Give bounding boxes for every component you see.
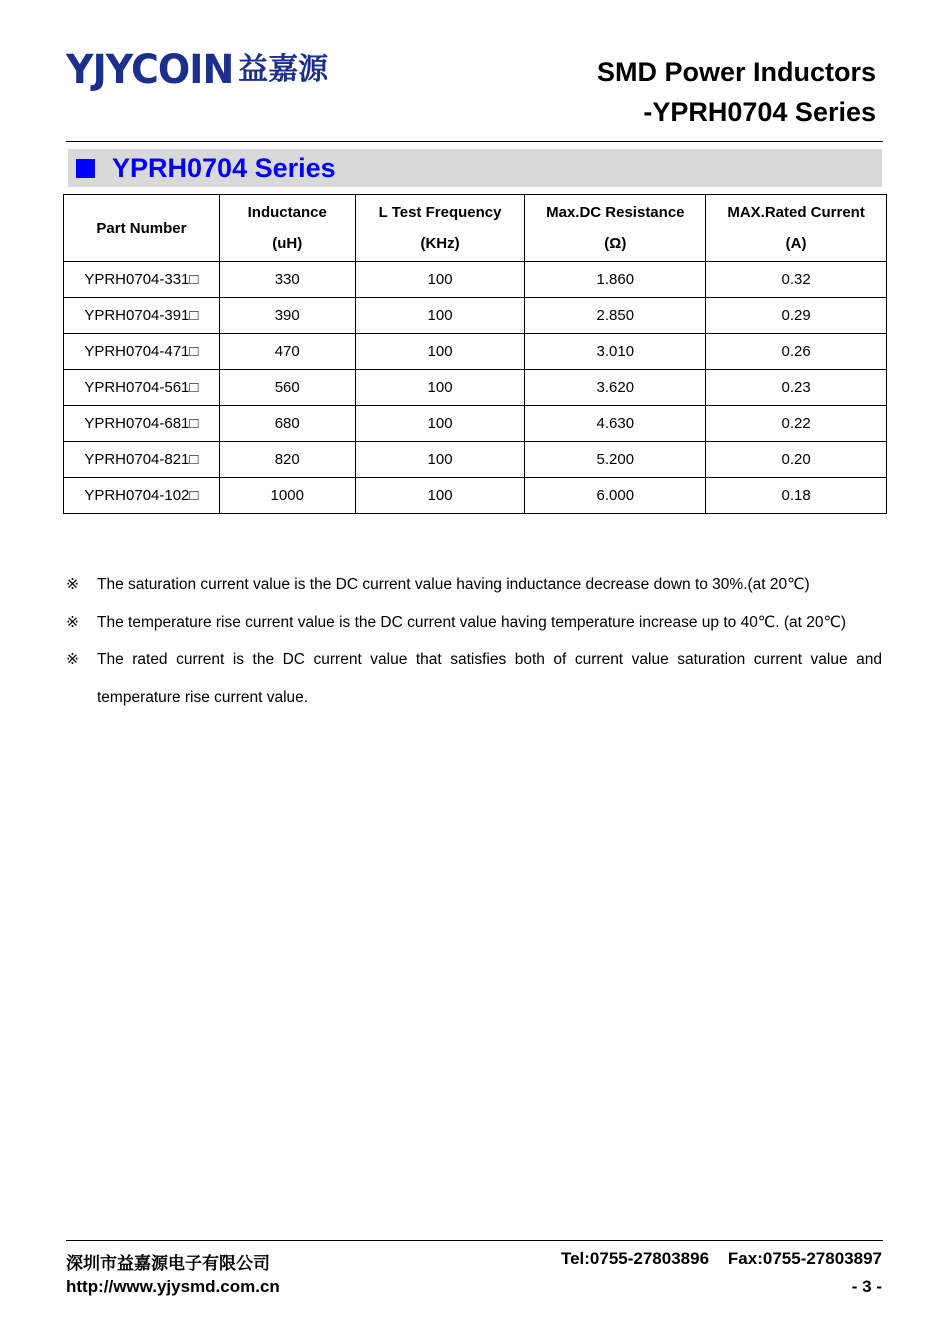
table-row bbox=[64, 262, 887, 298]
header-unit: (A) bbox=[785, 235, 807, 252]
header-divider bbox=[66, 141, 883, 142]
footer-divider bbox=[66, 1240, 883, 1241]
header-label: MAX.Rated Current bbox=[727, 204, 865, 221]
table-row bbox=[64, 406, 887, 442]
cell-rated-current: 0.26 bbox=[706, 334, 887, 370]
cell-inductance: 560 bbox=[219, 370, 355, 406]
footer-contact: Tel:0755-27803896 Fax:0755-27803897 bbox=[560, 1249, 882, 1268]
reference-mark-icon: ※ bbox=[66, 651, 79, 668]
cell-dc-resistance: 4.630 bbox=[525, 406, 706, 442]
cell-test-frequency: 100 bbox=[355, 370, 525, 406]
cell-inductance: 330 bbox=[219, 262, 355, 298]
cell-part-number: YPRH0704-821□ bbox=[64, 442, 220, 478]
cell-rated-current: 0.18 bbox=[706, 478, 887, 514]
cell-part-number: YPRH0704-561□ bbox=[64, 370, 220, 406]
reference-mark-icon: ※ bbox=[66, 613, 79, 631]
table-row bbox=[64, 298, 887, 334]
logo-chinese-text: 益嘉源 bbox=[238, 52, 329, 87]
logo-latin-text: YJYCOIN bbox=[66, 47, 234, 93]
document-title bbox=[597, 52, 876, 132]
table-row bbox=[64, 370, 887, 406]
cell-inductance: 820 bbox=[219, 442, 355, 478]
header-label: L Test Frequency bbox=[378, 204, 502, 221]
header-label: Inductance bbox=[247, 204, 327, 221]
note-item bbox=[66, 641, 882, 716]
cell-part-number: YPRH0704-681□ bbox=[64, 406, 220, 442]
reference-mark-icon: ※ bbox=[66, 576, 79, 593]
cell-inductance: 390 bbox=[219, 298, 355, 334]
table-header-row bbox=[64, 195, 887, 262]
cell-test-frequency: 100 bbox=[355, 442, 525, 478]
cell-rated-current: 0.22 bbox=[706, 406, 887, 442]
cell-dc-resistance: 6.000 bbox=[525, 478, 706, 514]
title-line-1: SMD Power Inductors bbox=[596, 57, 876, 87]
cell-test-frequency: 100 bbox=[355, 334, 525, 370]
cell-part-number: YPRH0704-331□ bbox=[64, 262, 220, 298]
table-row bbox=[64, 442, 887, 478]
cell-part-number: YPRH0704-102□ bbox=[64, 478, 220, 514]
title-line-2: -YPRH0704 Series bbox=[643, 97, 876, 127]
cell-test-frequency: 100 bbox=[355, 406, 525, 442]
footer-line-1 bbox=[66, 1249, 882, 1274]
header-unit: (Ω) bbox=[604, 235, 627, 252]
cell-inductance: 1000 bbox=[219, 478, 355, 514]
cell-test-frequency: 100 bbox=[355, 262, 525, 298]
note-text: The saturation current value is the DC current value having inductance decrease down to 30%.(at 20℃) bbox=[97, 576, 810, 593]
cell-rated-current: 0.23 bbox=[706, 370, 887, 406]
cell-dc-resistance: 1.860 bbox=[525, 262, 706, 298]
cell-test-frequency: 100 bbox=[355, 478, 525, 514]
header-unit: (KHz) bbox=[420, 235, 460, 252]
cell-test-frequency: 100 bbox=[355, 298, 525, 334]
header-test-frequency bbox=[355, 195, 525, 262]
cell-dc-resistance: 3.620 bbox=[525, 370, 706, 406]
header-inductance bbox=[219, 195, 355, 262]
cell-inductance: 470 bbox=[219, 334, 355, 370]
header-dc-resistance bbox=[525, 195, 706, 262]
footer-company: 深圳市益嘉源电子有限公司 bbox=[66, 1254, 270, 1274]
notes-section bbox=[66, 566, 882, 716]
footer-line-2 bbox=[66, 1277, 882, 1297]
note-item bbox=[66, 566, 882, 604]
cell-rated-current: 0.20 bbox=[706, 442, 887, 478]
cell-part-number: YPRH0704-471□ bbox=[64, 334, 220, 370]
cell-dc-resistance: 2.850 bbox=[525, 298, 706, 334]
table-row bbox=[64, 334, 887, 370]
spec-table bbox=[63, 194, 887, 514]
footer-page-number: - 3 - bbox=[851, 1277, 882, 1296]
cell-dc-resistance: 3.010 bbox=[525, 334, 706, 370]
header-rated-current bbox=[706, 195, 887, 262]
cell-dc-resistance: 5.200 bbox=[525, 442, 706, 478]
note-text: The temperature rise current value is the DC current value having temperature increase up to 40℃. (at 20℃) bbox=[97, 613, 847, 631]
header-label: Max.DC Resistance bbox=[546, 204, 685, 221]
header-unit: (uH) bbox=[272, 235, 303, 252]
section-heading bbox=[68, 149, 882, 187]
header-label: Part Number bbox=[96, 219, 187, 237]
company-logo bbox=[66, 47, 329, 93]
footer-website-link[interactable]: http://www.yjysmd.com.cn bbox=[66, 1277, 280, 1296]
cell-inductance: 680 bbox=[219, 406, 355, 442]
cell-rated-current: 0.32 bbox=[706, 262, 887, 298]
table-row bbox=[64, 478, 887, 514]
header-part-number bbox=[64, 195, 220, 262]
note-text: The rated current is the DC current value that satisfies both of current value saturation current value and temperature rise current value. bbox=[97, 651, 882, 706]
note-item bbox=[66, 604, 882, 642]
section-title: YPRH0704 Series bbox=[112, 153, 336, 183]
cell-rated-current: 0.29 bbox=[706, 298, 887, 334]
cell-part-number: YPRH0704-391□ bbox=[64, 298, 220, 334]
square-bullet-icon bbox=[76, 159, 95, 178]
